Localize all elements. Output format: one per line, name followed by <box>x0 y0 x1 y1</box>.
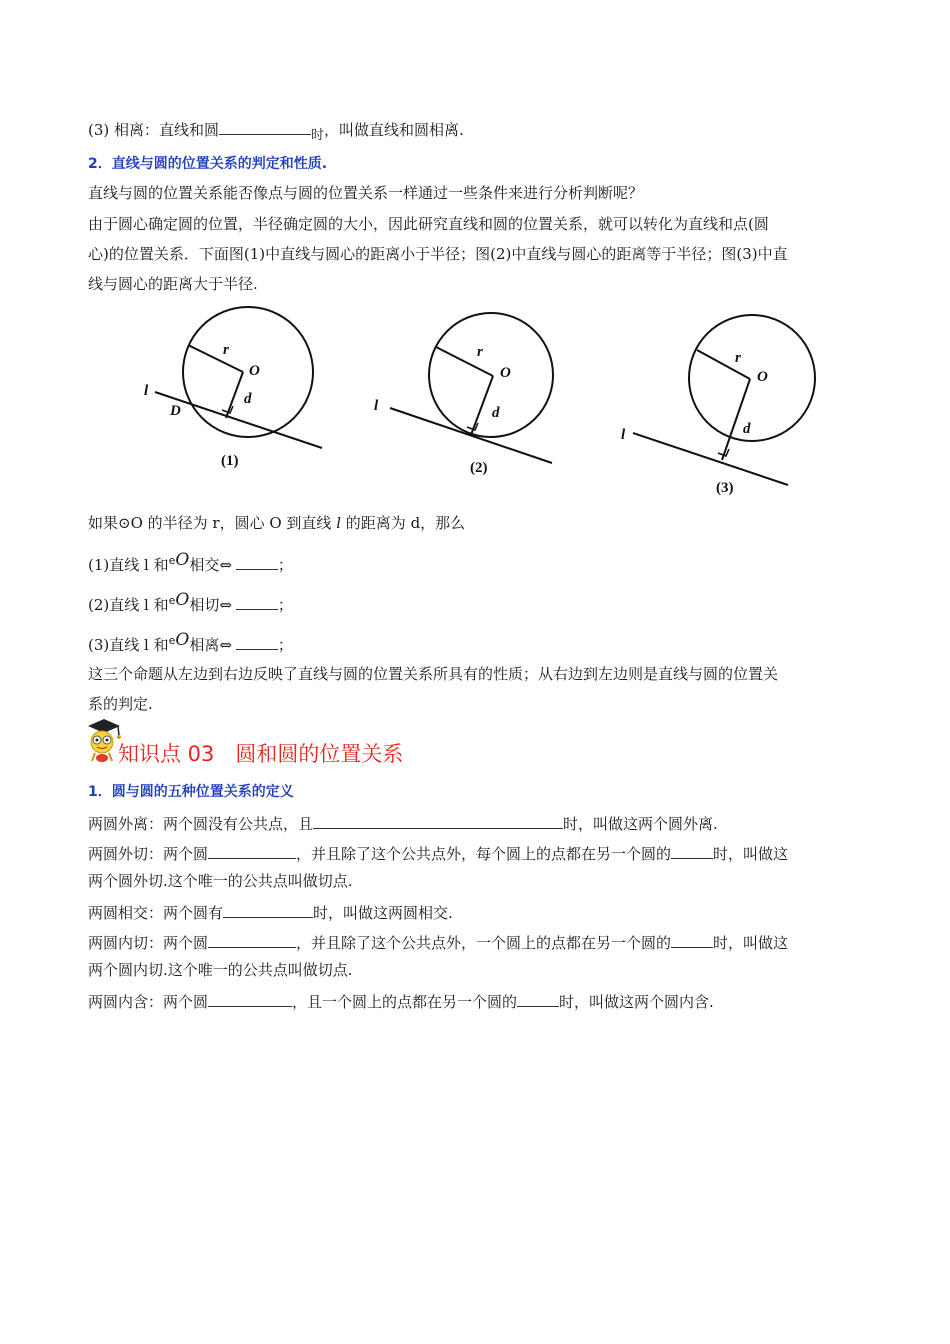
right-angle-mark-2 <box>467 423 478 430</box>
paragraph: 心)的位置关系．下面图(1)中直线与圆心的距离小于半径；图(2)中直线与圆心的距离等于半径；图(3)中直 <box>88 245 788 263</box>
label-l-1: l <box>144 383 149 399</box>
circle-3 <box>689 315 815 441</box>
part3-line: (3) 相离：直线和圆 时，叫做直线和圆相离. <box>88 118 464 146</box>
label-l-2: l <box>374 398 379 414</box>
condition-intro: 如果⊙O 的半径为 r，圆心 O 到直线 l 的距离为 d，那么 <box>88 514 466 532</box>
answer-blank[interactable] <box>671 842 713 859</box>
label-d-3: d <box>743 421 751 437</box>
section-heading: 1．圆与圆的五种位置关系的定义 <box>88 784 294 800</box>
definition-line: 两圆外离：两个圆没有公共点，且 时，叫做这两个圆外离. <box>88 812 718 834</box>
label-d-1: d <box>244 391 252 407</box>
paragraph: 这三个命题从左边到右边反映了直线与圆的位置关系所具有的性质；从右边到左边则是直线与圆的位置关 <box>88 665 779 683</box>
answer-blank[interactable] <box>236 593 278 610</box>
line-l-1 <box>155 392 322 448</box>
figure-2 <box>390 313 553 463</box>
answer-blank[interactable] <box>208 990 292 1007</box>
circle-1 <box>183 307 313 437</box>
radius-r-3 <box>697 350 750 379</box>
caption-2: (2) <box>470 460 488 476</box>
figures-diagram <box>0 300 950 505</box>
radius-r-2 <box>436 347 493 376</box>
figure-3 <box>633 315 815 485</box>
right-angle-mark-3 <box>718 449 729 456</box>
paragraph: 由于圆心确定圆的位置，半径确定圆的大小，因此研究直线和圆的位置关系，就可以转化为直线和点(圆 <box>88 215 769 233</box>
section-heading: 2．直线与圆的位置关系的判定和性质. <box>88 156 328 172</box>
answer-blank[interactable] <box>236 633 278 650</box>
label-o-1: O <box>249 363 260 379</box>
label-D-1: D <box>170 403 181 419</box>
right-angle-mark-1 <box>222 406 233 413</box>
paragraph: 系的判定. <box>88 695 153 713</box>
condition-item: (1)直线 l 和$^e$O相交⇔ ； <box>88 550 293 574</box>
label-r-1: r <box>223 342 229 358</box>
answer-blank[interactable] <box>208 842 296 859</box>
definition-line: 两圆内含：两个圆 ，且一个圆上的点都在另一个圆的 时，叫做这两个圆内含. <box>88 990 714 1012</box>
paragraph: 线与圆心的距离大于半径. <box>88 275 258 293</box>
definition-line: 两圆相交：两个圆有 时，叫做这两圆相交. <box>88 901 453 923</box>
label-r-3: r <box>735 350 741 366</box>
label-o-2: O <box>500 365 511 381</box>
label-d-2: d <box>492 405 500 421</box>
answer-blank[interactable] <box>219 118 311 135</box>
caption-3: (3) <box>716 480 734 496</box>
figure-1 <box>155 307 322 448</box>
distance-d-3 <box>722 379 750 460</box>
distance-d-1 <box>226 372 243 418</box>
answer-blank[interactable] <box>208 931 296 948</box>
answer-blank[interactable] <box>671 931 713 948</box>
condition-item: (2)直线 l 和$^e$O相切⇔ ； <box>88 590 293 614</box>
line-l-2 <box>390 408 552 463</box>
line-l-3 <box>633 433 788 485</box>
condition-item: (3)直线 l 和$^e$O相离⇔ ； <box>88 630 293 654</box>
label-l-3: l <box>621 427 626 443</box>
label-o-3: O <box>757 369 768 385</box>
distance-d-2 <box>471 376 493 435</box>
answer-blank[interactable] <box>223 901 313 918</box>
label-r-2: r <box>477 344 483 360</box>
answer-blank[interactable] <box>517 990 559 1007</box>
answer-blank[interactable] <box>313 812 563 829</box>
caption-1: (1) <box>221 453 239 469</box>
answer-blank[interactable] <box>236 553 278 570</box>
definition-line: 两圆外切：两个圆 ，并且除了这个公共点外，每个圆上的点都在另一个圆的 时，叫做这 <box>88 842 788 864</box>
definition-line: 两个圆外切.这个唯一的公共点叫做切点. <box>88 872 353 890</box>
paragraph: 直线与圆的位置关系能否像点与圆的位置关系一样通过一些条件来进行分析判断呢？ <box>88 184 644 202</box>
radius-r-1 <box>188 345 243 372</box>
definition-line: 两个圆内切.这个唯一的公共点叫做切点. <box>88 961 353 979</box>
definition-line: 两圆内切：两个圆 ，并且除了这个公共点外，一个圆上的点都在另一个圆的 时，叫做这 <box>88 931 788 953</box>
knowledge-point-title: 知识点 03 圆和圆的位置关系 <box>118 742 404 766</box>
